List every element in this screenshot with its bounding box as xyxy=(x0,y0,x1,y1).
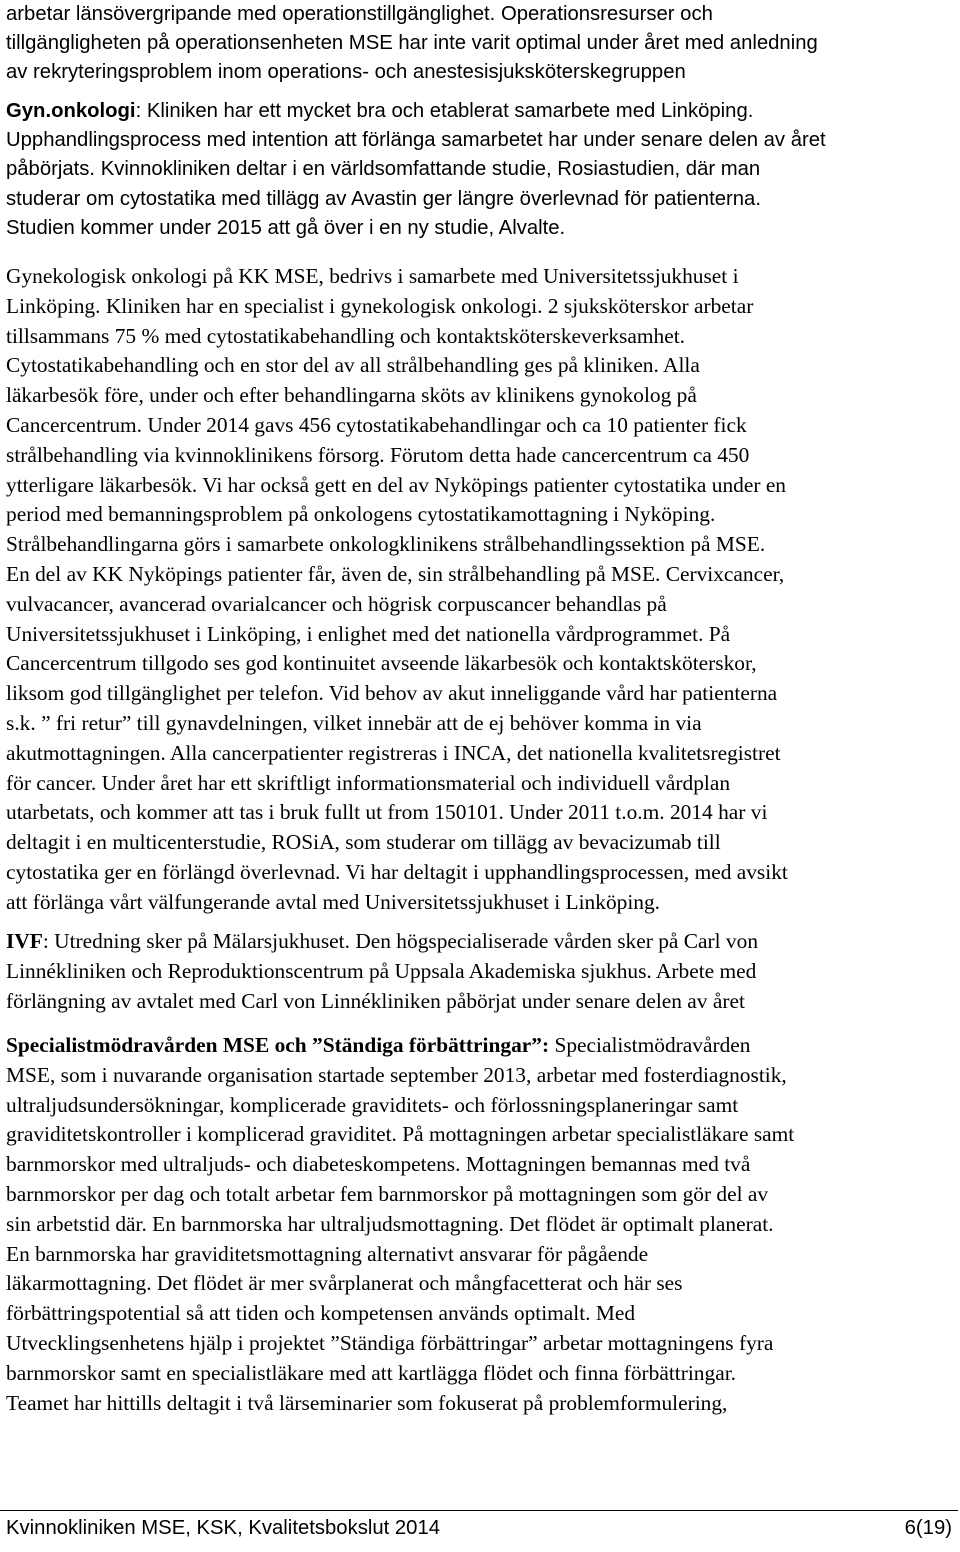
paragraph-specialistmodravarden-text: Specialistmödravården MSE, som i nuvarande organisation startade september 2013, arbetar med fosterdiagnostik, ultraljudsundersökningar, komplicerade graviditets- och förlossningsplaneringar samt graviditetskontroller i komplicerad graviditet. På mottagningen arbetar specialistläkare samt barnmorskor med ultraljuds- och diabeteskompetens. Mottagningen bemannas med två barnmorskor per dag och totalt arbetar fem barnmorskor på mottagningen som gör del av sin arbetstid där. En barnmorska har ultraljudsmottagning. Det flödet är optimalt planerat. En barnmorska har graviditetsmottagning alternativt ansvarar för pågående läkarmottagning. Det flödet är mer svårplanerat och mångfacetterat och här ses förbättringspotential så att tiden och kompetensen används optimalt. Med Utvecklingsenhetens hjälp i projektet ”Ständiga förbättringar” arbetar mottagningens fyra barnmorskor samt en specialistläkare med att kartlägga flödet och finna förbättringar. Teamet har hittills deltagit i två lärseminarier som fokuserat på problemformulering, xyxy=(6,1033,795,1415)
paragraph-specialistmodravarden xyxy=(6,1031,794,1418)
paragraph-operations: arbetar länsövergripande med operationstillgänglighet. Operationsresurser och tillgängligheten på operationsenheten MSE har inte varit optimal under året med anledning av rekryteringsproblem inom operations- och anestesisjuksköterskegruppen xyxy=(6,3,818,84)
heading-specialistmodravarden: Specialistmödravården MSE och ”Ständiga förbättringar”: xyxy=(6,1033,550,1057)
paragraph-gyn-onkologi-text: : Kliniken har ett mycket bra och etablerat samarbete med Linköping. Upphandlingsprocess med intention att förlänga samarbetet har under senare delen av året påbörjats. Kvinnokliniken deltar i en världsomfattande studie, Rosiastudien, där man studerar om cytostatika med tillägg av Avastin ger längre överlevnad för patienterna. Studien kommer under 2015 att gå över i en ny studie, Alvalte. xyxy=(6,100,826,239)
paragraph-ivf xyxy=(6,927,758,1016)
paragraph-ivf-text: : Utredning sker på Mälarsjukhuset. Den högspecialiserade vården sker på Carl von Linnékliniken och Reproduktionscentrum på Uppsala Akademiska sjukhus. Arbete med förlängning av avtalet med Carl von Linnékliniken påbörjat under senare delen av året xyxy=(6,929,759,1013)
footer-divider xyxy=(0,1510,958,1511)
heading-gyn-onkologi: Gyn.onkologi xyxy=(6,100,136,122)
footer-document-title: Kvinnokliniken MSE, KSK, Kvalitetsbokslut 2014 xyxy=(6,1517,441,1539)
footer-page-number: 6(19) xyxy=(904,1517,952,1539)
paragraph-gynekologisk-onkologi: Gynekologisk onkologi på KK MSE, bedrivs i samarbete med Universitetssjukhuset i Linköping. Kliniken har en specialist i gynekologisk onkologi. 2 sjuksköterskor arbetar tillsammans 75 % med cytostatikabehandling och kontaktsköterskeverksamhet. Cytostatikabehandling och en stor del av all strålbehandling ges på kliniken. Alla läkarbesök före, under och efter behandlingarna sköts av klinikens gynokolog på Cancercentrum. Under 2014 gavs 456 cytostatikabehandlingar och ca 10 patienter fick strålbehandling via kvinnoklinikens försorg. Förutom detta hade cancercentrum ca 450 ytterligare läkarbesök. Vi har också gett en del av Nyköpings patienter cytostatika under en period med bemanningsproblem på onkologens cytostatikamottagning i Nyköping. Strålbehandlingarna görs i samarbete onkologklinikens strålbehandlingssektion på MSE. En del av KK Nyköpings patienter får, även de, sin strålbehandling på MSE. Cervixcancer, vulvacancer, avancerad ovarialcancer och högrisk corpuscancer behandlas på Universitetssjukhuset i Linköping, i enlighet med det nationella vårdprogrammet. På Cancercentrum tillgodo ses god kontinuitet avseende läkarbesök och kontaktsköterskor, liksom god tillgänglighet per telefon. Vid behov av akut inneliggande vård har patienterna s.k. ” fri retur” till gynavdelningen, vilket innebär att de ej behöver komma in via akutmottagningen. Alla cancerpatienter registreras i INCA, det nationella kvalitetsregistret för cancer. Under året har ett skriftligt informationsmaterial och individuell vårdplan utarbetats, och kommer att tas i bruk fullt ut from 150101. Under 2011 t.o.m. 2014 har vi deltagit i en multicenterstudie, ROSiA, som studerar om tillägg av bevacizumab till cytostatika ger en förlängd överlevnad. Vi har deltagit i upphandlingsprocessen, med avsikt att förlänga vårt välfungerande avtal med Universitetssjukhuset i Linköping. xyxy=(6,264,788,914)
paragraph-gyn-onkologi xyxy=(6,97,826,243)
heading-ivf: IVF xyxy=(6,929,43,953)
